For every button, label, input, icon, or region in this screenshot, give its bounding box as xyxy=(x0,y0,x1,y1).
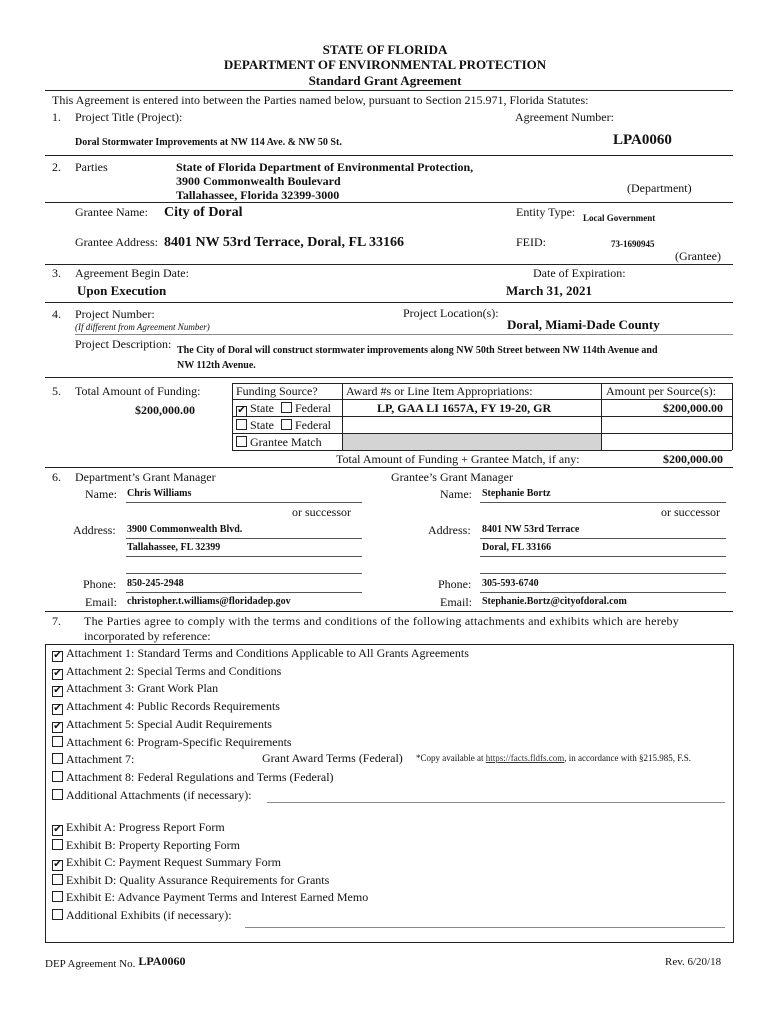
grantee-name-label: Grantee Name: xyxy=(75,205,148,219)
exhibit-checkbox[interactable] xyxy=(52,909,63,920)
disabled-cell xyxy=(343,434,601,450)
amount-row1: $200,000.00 xyxy=(663,401,723,415)
department-name: State of Florida Department of Environmental Protection, xyxy=(176,160,474,174)
exhibit-checkbox[interactable] xyxy=(52,874,63,885)
funding-sum-label: Total Amount of Funding + Grantee Match, if any: xyxy=(336,452,580,466)
project-location-value: Doral, Miami-Dade County xyxy=(507,317,660,332)
exhibit-item xyxy=(52,820,225,835)
divider xyxy=(126,538,362,539)
attachment-label: Attachment 3: Grant Work Plan xyxy=(66,681,219,696)
total-funding-label: Total Amount of Funding: xyxy=(75,384,201,398)
attachment-label: Attachment 8: Federal Regulations and Terms (Federal) xyxy=(66,769,334,784)
attachment-7-terms: Grant Award Terms (Federal) xyxy=(262,751,403,765)
feid-label: FEID: xyxy=(516,235,546,249)
intro-text: This Agreement is entered into between the Parties named below, pursuant to Section 215.971, Florida Statutes: xyxy=(52,93,589,107)
copy-note-text: *Copy available at xyxy=(416,753,484,763)
state-checkbox-row1[interactable]: ✔ xyxy=(237,405,246,416)
project-description-label: Project Description: xyxy=(75,337,172,351)
exhibit-label: Exhibit A: Progress Report Form xyxy=(66,820,225,834)
attachment-7-copy-note xyxy=(416,753,691,763)
attachment-item xyxy=(52,699,280,714)
department-city: Tallahassee, Florida 32399-3000 xyxy=(176,188,340,202)
funding-source-header: Funding Source? xyxy=(236,384,318,398)
divider xyxy=(480,573,726,574)
divider xyxy=(45,155,733,156)
exhibit-item xyxy=(52,838,240,853)
grantee-address-line1: 8401 NW 53rd Terrace xyxy=(482,524,580,535)
divider xyxy=(75,334,733,335)
grantee-match-checkbox[interactable] xyxy=(236,436,247,447)
attachment-checkbox[interactable]: ✔ xyxy=(53,720,62,732)
divider xyxy=(267,802,725,803)
attachment-label: Attachment 5: Special Audit Requirements xyxy=(66,716,272,731)
facts-link[interactable]: https://facts.fldfs.com xyxy=(485,753,565,763)
attachment-checkbox[interactable]: ✔ xyxy=(53,667,62,679)
funding-sum-value: $200,000.00 xyxy=(663,452,723,466)
exhibit-checkbox[interactable] xyxy=(52,891,63,902)
exhibit-label: Exhibit D: Quality Assurance Requirements for Grants xyxy=(66,872,330,887)
department-title: DEPARTMENT OF ENVIRONMENTAL PROTECTION xyxy=(223,57,547,72)
award-row1: LP, GAA LI 1657A, FY 19-20, GR xyxy=(377,401,552,415)
divider xyxy=(732,383,733,450)
divider xyxy=(45,467,733,468)
grantee-phone-value: 305-593-6740 xyxy=(482,578,539,589)
dept-address-label: Address: xyxy=(73,523,116,537)
divider xyxy=(45,264,733,265)
divider xyxy=(232,383,233,450)
attachment-label: Additional Attachments (if necessary): xyxy=(66,787,252,802)
divider xyxy=(480,556,726,557)
footer-revision: Rev. 6/20/18 xyxy=(665,956,722,968)
attachment-label: Attachment 1: Standard Terms and Conditions Applicable to All Grants Agreements xyxy=(66,646,469,660)
grantee-name-label-2: Name: xyxy=(440,487,472,501)
state-checkbox-row2[interactable] xyxy=(236,419,247,430)
begin-date-value: Upon Execution xyxy=(77,283,167,298)
department-tag: (Department) xyxy=(627,181,692,195)
dept-name-label: Name: xyxy=(85,487,117,501)
attachment-label: Attachment 6: Program-Specific Requirements xyxy=(66,734,292,749)
grantee-email-value: Stephanie.Bortz@cityofdoral.com xyxy=(482,596,627,607)
grantee-email-label: Email: xyxy=(440,595,472,609)
parties-label: Parties xyxy=(75,160,108,174)
attachment-item xyxy=(52,770,334,785)
attachment-label: Attachment 4: Public Records Requirements xyxy=(66,699,280,714)
divider xyxy=(45,611,733,612)
dept-phone-value: 850-245-2948 xyxy=(127,578,184,589)
dept-address-line2: Tallahassee, FL 32399 xyxy=(127,542,221,553)
exhibit-label: Exhibit C: Payment Request Summary Form xyxy=(66,855,281,870)
agreement-number-value: LPA0060 xyxy=(613,132,672,148)
document-title: Standard Grant Agreement xyxy=(308,73,462,88)
exhibit-item xyxy=(52,890,368,905)
project-description-line-1: The City of Doral will construct stormwater improvements along NW 50th Street between NW 114th Avenue and xyxy=(177,345,658,356)
state-label: State xyxy=(250,401,274,415)
dept-email-value: christopher.t.williams@floridadep.gov xyxy=(127,596,291,607)
divider xyxy=(232,450,732,451)
attachment-item xyxy=(52,788,252,803)
attachment-item xyxy=(52,681,218,696)
federal-label: Federal xyxy=(295,401,331,415)
exhibit-item xyxy=(52,873,329,888)
section-3-number: 3. xyxy=(52,266,61,280)
attachment-label: Attachment 7: xyxy=(66,752,135,767)
dept-address-line1: 3900 Commonwealth Blvd. xyxy=(127,524,243,535)
exhibit-label: Additional Exhibits (if necessary): xyxy=(66,908,232,922)
exhibit-checkbox[interactable] xyxy=(52,839,63,850)
section-7-number: 7. xyxy=(52,614,61,628)
divider xyxy=(480,538,726,539)
department-street: 3900 Commonwealth Boulevard xyxy=(176,174,341,188)
top-rule xyxy=(45,90,733,91)
project-number-note: (If different from Agreement Number) xyxy=(75,322,210,332)
divider xyxy=(232,416,732,417)
section-7-text-line1: The Parties agree to comply with the terms and conditions of the following attachments and exhibits which are hereby xyxy=(84,614,680,628)
entity-type-label: Entity Type: xyxy=(516,205,576,219)
attachment-checkbox[interactable] xyxy=(52,789,63,800)
entity-type-value: Local Government xyxy=(583,213,656,223)
exhibit-checkbox[interactable]: ✔ xyxy=(53,859,62,871)
dept-manager-name: Chris Williams xyxy=(127,488,192,499)
attachment-checkbox[interactable] xyxy=(52,736,63,747)
federal-checkbox-row2[interactable] xyxy=(281,419,292,430)
divider xyxy=(126,556,362,557)
grantee-manager-name: Stephanie Bortz xyxy=(482,488,551,499)
divider xyxy=(45,377,733,378)
grantee-address-label: Grantee Address: xyxy=(75,235,158,249)
attachment-checkbox[interactable]: ✔ xyxy=(53,703,62,715)
exhibit-label: Exhibit E: Advance Payment Terms and Interest Earned Memo xyxy=(66,890,369,905)
state-label: State xyxy=(250,418,274,432)
attachment-item xyxy=(52,735,292,750)
project-description-line-2: NW 112th Avenue. xyxy=(177,360,256,371)
grantee-tag: (Grantee) xyxy=(675,249,721,263)
divider xyxy=(601,383,602,450)
project-number-label: Project Number: xyxy=(75,307,155,321)
attachment-checkbox[interactable]: ✔ xyxy=(53,685,62,697)
divider xyxy=(45,302,733,303)
grantee-match-label: Grantee Match xyxy=(250,435,322,449)
dept-successor: or successor xyxy=(292,505,351,519)
footer-number: LPA0060 xyxy=(138,954,186,968)
section-1-number: 1. xyxy=(52,110,61,124)
divider xyxy=(126,592,362,593)
expiration-date-value: March 31, 2021 xyxy=(506,283,593,298)
exhibit-item xyxy=(52,908,232,923)
attachment-item xyxy=(52,664,281,679)
feid-value: 73-1690945 xyxy=(611,239,655,249)
dept-phone-label: Phone: xyxy=(83,577,117,591)
federal-checkbox-row1[interactable] xyxy=(281,402,292,413)
grantee-successor: or successor xyxy=(661,505,720,519)
section-7-text-line2: incorporated by reference: xyxy=(84,629,211,643)
award-header: Award #s or Line Item Appropriations: xyxy=(346,384,533,398)
attachment-checkbox[interactable] xyxy=(52,753,63,764)
dept-manager-label: Department’s Grant Manager xyxy=(75,470,216,484)
amount-header: Amount per Source(s): xyxy=(606,384,716,398)
copy-note-tail: , in accordance with §215.985, F.S. xyxy=(564,753,691,763)
exhibit-label: Exhibit B: Property Reporting Form xyxy=(66,837,240,852)
attachment-checkbox[interactable] xyxy=(52,771,63,782)
attachment-item xyxy=(52,646,469,661)
project-title-label: Project Title (Project): xyxy=(75,110,183,124)
attachment-checkbox[interactable]: ✔ xyxy=(53,650,62,661)
attachment-item xyxy=(52,717,272,732)
grantee-address-value: 8401 NW 53rd Terrace, Doral, FL 33166 xyxy=(164,235,405,250)
footer-label: DEP Agreement No. xyxy=(45,958,136,970)
agreement-number-label: Agreement Number: xyxy=(515,110,614,124)
expiration-date-label: Date of Expiration: xyxy=(533,266,626,280)
divider xyxy=(245,927,725,928)
section-6-number: 6. xyxy=(52,470,61,484)
divider xyxy=(126,573,362,574)
exhibit-item xyxy=(52,855,281,870)
divider xyxy=(126,502,362,503)
attachment-label: Attachment 2: Special Terms and Conditions xyxy=(66,663,282,678)
section-4-number: 4. xyxy=(52,307,61,321)
divider xyxy=(232,399,732,400)
grantee-name-value: City of Doral xyxy=(164,205,243,220)
grantee-address-line2: Doral, FL 33166 xyxy=(482,542,552,553)
total-funding-value: $200,000.00 xyxy=(135,403,195,417)
grantee-manager-label: Grantee’s Grant Manager xyxy=(391,470,513,484)
footer-agreement xyxy=(45,956,185,971)
begin-date-label: Agreement Begin Date: xyxy=(75,266,189,280)
divider xyxy=(45,202,733,203)
exhibit-checkbox[interactable]: ✔ xyxy=(53,824,62,835)
section-2-number: 2. xyxy=(52,160,61,174)
dept-email-label: Email: xyxy=(85,595,117,609)
federal-label: Federal xyxy=(295,418,331,432)
section-5-number: 5. xyxy=(52,384,61,398)
project-title-value: Doral Stormwater Improvements at NW 114 Ave. & NW 50 St. xyxy=(75,137,342,148)
divider xyxy=(480,502,726,503)
grantee-address-label-2: Address: xyxy=(428,523,471,537)
attachment-item xyxy=(52,752,134,767)
state-title: STATE OF FLORIDA xyxy=(322,42,448,57)
grantee-phone-label: Phone: xyxy=(438,577,472,591)
divider xyxy=(480,592,726,593)
project-location-label: Project Location(s): xyxy=(403,306,499,320)
